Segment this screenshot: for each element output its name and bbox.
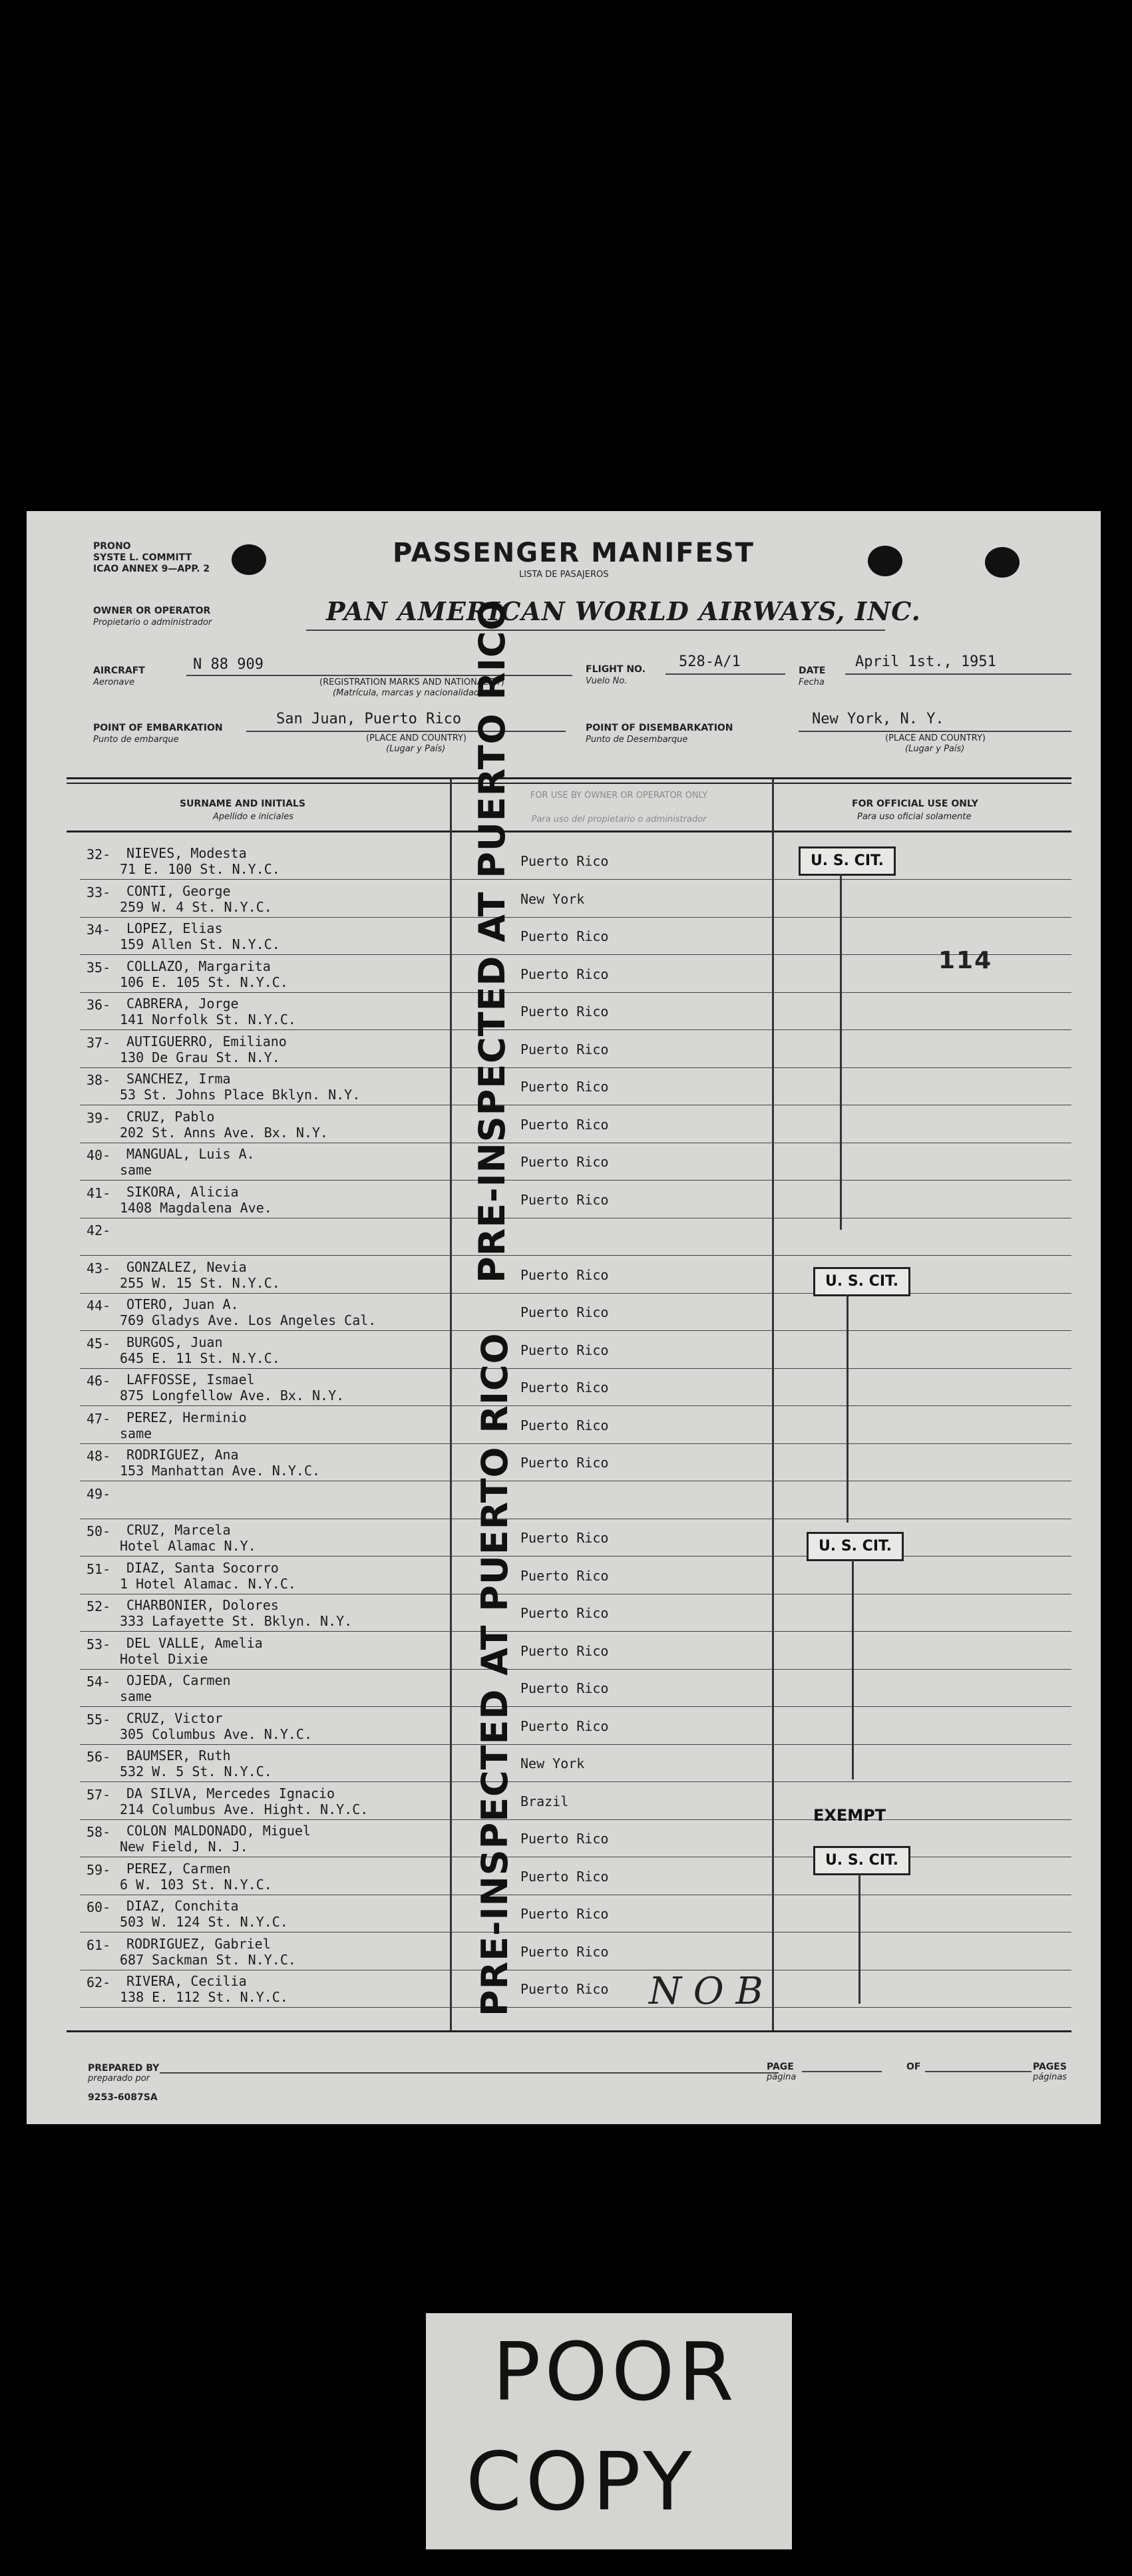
passenger-row (27, 1294, 1101, 1332)
embark-origin: Puerto Rico (520, 1380, 609, 1395)
passenger-name: NIEVES, Modesta (126, 845, 247, 861)
aircraft-note-es: (Matrícula, marcas y nacionalidad) (333, 688, 483, 698)
passenger-row (27, 880, 1101, 918)
passenger-name: CRUZ, Pablo (126, 1109, 215, 1125)
embark-origin: Puerto Rico (520, 853, 609, 869)
page-subtitle: LISTA DE PASAJEROS (519, 570, 609, 580)
col-head-surname: SURNAME AND INITIALS (180, 799, 305, 809)
passenger-address: 159 Allen St. N.Y.C. (120, 936, 280, 952)
embark-origin: Puerto Rico (520, 1079, 609, 1095)
disembark-place-note-es: (Lugar y País) (905, 744, 965, 754)
passenger-name: CABRERA, Jorge (126, 996, 239, 1012)
col-head-surname-es: Apellido e iniciales (213, 812, 294, 822)
passenger-name: SIKORA, Alicia (126, 1184, 239, 1200)
passenger-name: OJEDA, Carmen (126, 1672, 231, 1688)
row-number: 61- (87, 1937, 111, 1953)
row-number: 48- (87, 1448, 111, 1464)
row-number: 36- (87, 997, 111, 1013)
owner-value: PAN AMERICAN WORLD AIRWAYS, INC. (326, 596, 921, 626)
row-number: 54- (87, 1674, 111, 1690)
embark-origin: Puerto Rico (520, 1117, 609, 1133)
us-cit-stamp-4: U. S. CIT. (813, 1846, 910, 1875)
prepared-by-label-es: preparado por (88, 2074, 150, 2084)
embark-origin: Puerto Rico (520, 1605, 609, 1621)
manifest-sheet (27, 511, 1101, 2124)
passenger-name: OTERO, Juan A. (126, 1296, 239, 1312)
embark-origin: Puerto Rico (520, 1680, 609, 1696)
passenger-name: BURGOS, Juan (126, 1334, 223, 1350)
embark-origin: Puerto Rico (520, 1906, 609, 1922)
passenger-address: 503 W. 124 St. N.Y.C. (120, 1914, 288, 1930)
row-rule (80, 1180, 1071, 1181)
passenger-address: 769 Gladys Ave. Los Angeles Cal. (120, 1312, 377, 1328)
passenger-row (27, 1745, 1101, 1783)
row-number: 52- (87, 1598, 111, 1614)
poor-copy-line-2: COPY (466, 2436, 696, 2529)
embark-origin: New York (520, 1755, 585, 1771)
passenger-row (27, 1594, 1101, 1632)
passenger-row (27, 1895, 1101, 1933)
passenger-name: SANCHEZ, Irma (126, 1071, 231, 1087)
passenger-name: CRUZ, Victor (126, 1710, 223, 1726)
embark-origin: Puerto Rico (520, 1041, 609, 1057)
passenger-address: Hotel Alamac N.Y. (120, 1538, 256, 1554)
row-number: 44- (87, 1298, 111, 1314)
embark-place-note: (PLACE AND COUNTRY) (366, 733, 467, 743)
row-rule (80, 1255, 1071, 1256)
punch-hole-right-1 (868, 546, 902, 576)
row-number: 39- (87, 1110, 111, 1126)
row-rule (80, 1781, 1071, 1782)
embark-origin: Brazil (520, 1793, 569, 1809)
row-number: 57- (87, 1787, 111, 1803)
passenger-address: 875 Longfellow Ave. Bx. N.Y. (120, 1387, 345, 1403)
row-number: 43- (87, 1260, 111, 1276)
owner-label: OWNER OR OPERATOR (93, 606, 211, 616)
embark-label: POINT OF EMBARKATION (93, 723, 223, 733)
page-label: PAGE (767, 2062, 794, 2072)
of-label: OF (906, 2062, 921, 2072)
disembark-value: New York, N. Y. (812, 711, 944, 727)
embark-origin: Puerto Rico (520, 928, 609, 944)
passenger-name: LAFFOSSE, Ismael (126, 1372, 255, 1387)
pages-label: PAGES (1033, 2062, 1067, 2072)
embark-origin: Puerto Rico (520, 1643, 609, 1659)
poor-copy-line-1: POOR (492, 2326, 738, 2419)
passenger-address: 645 E. 11 St. N.Y.C. (120, 1350, 280, 1366)
passenger-address: New Field, N. J. (120, 1839, 248, 1855)
passenger-name: CRUZ, Marcela (126, 1522, 231, 1538)
passenger-address: 214 Columbus Ave. Hight. N.Y.C. (120, 1801, 369, 1817)
passenger-count-stamp: 114 (938, 947, 993, 974)
row-number: 56- (87, 1749, 111, 1765)
passenger-row (27, 1708, 1101, 1746)
passenger-address: 138 E. 112 St. N.Y.C. (120, 1989, 288, 2005)
row-rule (80, 1631, 1071, 1632)
col-head-owner-use: FOR USE BY OWNER OR OPERATOR ONLY (530, 791, 708, 801)
row-number: 45- (87, 1336, 111, 1352)
embark-origin: Puerto Rico (520, 1267, 609, 1283)
col-head-owner-use-es: Para uso del propietario o administrador (531, 815, 707, 825)
passenger-row (27, 993, 1101, 1031)
row-number: 35- (87, 960, 111, 976)
passenger-row (27, 1143, 1101, 1181)
passenger-address: same (120, 1162, 152, 1178)
passenger-row (27, 1181, 1101, 1219)
passenger-address: 71 E. 100 St. N.Y.C. (120, 861, 280, 877)
form-ref-line-3: ICAO ANNEX 9—APP. 2 (93, 564, 210, 574)
row-number: 50- (87, 1523, 111, 1539)
embark-label-es: Punto de embarque (93, 735, 179, 745)
passenger-row (27, 1632, 1101, 1670)
passenger-row (27, 1369, 1101, 1407)
embark-value: San Juan, Puerto Rico (276, 711, 462, 727)
passenger-address: same (120, 1425, 152, 1441)
passenger-address: 6 W. 103 St. N.Y.C. (120, 1877, 272, 1893)
embark-place-note-es: (Lugar y País) (386, 744, 446, 754)
passenger-row (27, 1218, 1101, 1256)
row-number: 34- (87, 922, 111, 938)
prepared-by-label: PREPARED BY (88, 2063, 160, 2074)
flight-label-es: Vuelo No. (586, 676, 628, 686)
row-number: 46- (87, 1373, 111, 1389)
passenger-name: LOPEZ, Elias (126, 920, 223, 936)
passenger-row (27, 1332, 1101, 1370)
row-rule (80, 1029, 1071, 1030)
row-number: 49- (87, 1486, 111, 1502)
passenger-row (27, 1444, 1101, 1482)
passenger-name: GONZALEZ, Nevia (126, 1259, 247, 1275)
embark-origin: Puerto Rico (520, 1981, 609, 1997)
aircraft-value: N 88 909 (193, 656, 264, 673)
passenger-name: BAUMSER, Ruth (126, 1748, 231, 1763)
passenger-name: DIAZ, Santa Socorro (126, 1560, 279, 1576)
embark-origin: Puerto Rico (520, 1530, 609, 1546)
row-number: 53- (87, 1636, 111, 1652)
passenger-row (27, 1519, 1101, 1557)
passenger-name: PEREZ, Herminio (126, 1409, 247, 1425)
pre-inspected-stamp-bottom: PRE-INSPECTED AT PUERTO RICO (474, 1332, 516, 2016)
passenger-name: RODRIGUEZ, Gabriel (126, 1936, 271, 1952)
passenger-name: PEREZ, Carmen (126, 1861, 231, 1877)
embark-origin: Puerto Rico (520, 1944, 609, 1960)
aircraft-note: (REGISTRATION MARKS AND NATIONALITY) (319, 677, 504, 687)
passenger-row (27, 1031, 1101, 1069)
row-number: 47- (87, 1411, 111, 1427)
passenger-row (27, 1670, 1101, 1708)
pages-label-es: páginas (1033, 2072, 1067, 2082)
row-number: 38- (87, 1072, 111, 1088)
punch-hole-left (232, 544, 266, 575)
row-rule (80, 954, 1071, 955)
passenger-address: 1408 Magdalena Ave. (120, 1200, 272, 1216)
row-rule (80, 1556, 1071, 1557)
passenger-row (27, 1106, 1101, 1144)
passenger-row (27, 1256, 1101, 1294)
embark-origin: Puerto Rico (520, 1304, 609, 1320)
col-head-official-es: Para uso oficial solamente (857, 812, 972, 822)
passenger-address: 106 E. 105 St. N.Y.C. (120, 974, 288, 990)
date-value: April 1st., 1951 (855, 653, 996, 670)
passenger-row (27, 1820, 1101, 1858)
passenger-address: 333 Lafayette St. Bklyn. N.Y. (120, 1613, 353, 1629)
row-number: 62- (87, 1974, 111, 1990)
embark-origin: Puerto Rico (520, 1004, 609, 1019)
row-number: 55- (87, 1712, 111, 1728)
passenger-address: 130 De Grau St. N.Y. (120, 1049, 280, 1065)
passenger-name: DIAZ, Conchita (126, 1898, 239, 1914)
row-rule (80, 1706, 1071, 1707)
punch-hole-right-2 (985, 547, 1020, 578)
embark-origin: Puerto Rico (520, 966, 609, 982)
row-rule (80, 879, 1071, 880)
passenger-address: 202 St. Anns Ave. Bx. N.Y. (120, 1125, 329, 1141)
passenger-name: CONTI, George (126, 883, 231, 899)
passenger-name: MANGUAL, Luis A. (126, 1146, 255, 1162)
row-number: 33- (87, 884, 111, 900)
passenger-row (27, 1933, 1101, 1971)
passenger-name: DA SILVA, Mercedes Ignacio (126, 1785, 335, 1801)
aircraft-label-es: Aeronave (93, 677, 135, 687)
passenger-name: AUTIGUERRO, Emiliano (126, 1033, 287, 1049)
row-number: 32- (87, 846, 111, 862)
passenger-address: 532 W. 5 St. N.Y.C. (120, 1763, 272, 1779)
passenger-name: RODRIGUEZ, Ana (126, 1447, 239, 1463)
passenger-address: 141 Norfolk St. N.Y.C. (120, 1012, 296, 1027)
passenger-row (27, 1970, 1101, 2008)
passenger-address: 1 Hotel Alamac. N.Y.C. (120, 1576, 296, 1592)
embark-origin: Puerto Rico (520, 1154, 609, 1170)
disembark-label: POINT OF DISEMBARKATION (586, 723, 733, 733)
passenger-address: 305 Columbus Ave. N.Y.C. (120, 1726, 312, 1742)
page-title: PASSENGER MANIFEST (393, 538, 755, 568)
passenger-name: COLON MALDONADO, Miguel (126, 1823, 311, 1839)
us-cit-stamp-3: U. S. CIT. (807, 1532, 904, 1561)
row-number: 51- (87, 1561, 111, 1577)
passenger-row (27, 1557, 1101, 1595)
row-number: 40- (87, 1147, 111, 1163)
embark-origin: Puerto Rico (520, 1455, 609, 1471)
row-number: 58- (87, 1824, 111, 1840)
passenger-name: RIVERA, Cecilia (126, 1973, 247, 1989)
row-number: 59- (87, 1862, 111, 1878)
passenger-address: 255 W. 15 St. N.Y.C. (120, 1275, 280, 1291)
passenger-address: 687 Sackman St. N.Y.C. (120, 1952, 296, 1968)
row-rule (80, 2007, 1071, 2008)
form-ref-line-2: SYSTE L. COMMITT (93, 552, 192, 563)
embark-origin: Puerto Rico (520, 1718, 609, 1734)
flight-label: FLIGHT NO. (586, 664, 646, 675)
passenger-row (27, 1783, 1101, 1821)
form-number: 9253-6087SA (88, 2092, 158, 2103)
passenger-address: 153 Manhattan Ave. N.Y.C. (120, 1463, 321, 1479)
passenger-address: 53 St. Johns Place Bklyn. N.Y. (120, 1087, 361, 1103)
date-label: DATE (799, 665, 826, 676)
aircraft-label: AIRCRAFT (93, 665, 145, 676)
passenger-row (27, 1068, 1101, 1106)
disembark-place-note: (PLACE AND COUNTRY) (885, 733, 986, 743)
passenger-row (27, 1407, 1101, 1445)
passenger-row (27, 842, 1101, 880)
form-ref-line-1: PRONO (93, 541, 131, 552)
passenger-name: DEL VALLE, Amelia (126, 1635, 263, 1651)
passenger-address: same (120, 1688, 152, 1704)
us-cit-stamp-2: U. S. CIT. (813, 1267, 910, 1296)
row-rule (80, 1330, 1071, 1331)
embark-origin: Puerto Rico (520, 1831, 609, 1847)
passenger-name: COLLAZO, Margarita (126, 958, 271, 974)
owner-label-es: Propietario o administrador (93, 618, 212, 628)
passenger-name: CHARBONIER, Dolores (126, 1597, 279, 1613)
embark-origin: Puerto Rico (520, 1568, 609, 1584)
poor-copy-card (426, 2313, 792, 2549)
row-number: 37- (87, 1035, 111, 1051)
embark-origin: Puerto Rico (520, 1417, 609, 1433)
us-cit-stamp-1: U. S. CIT. (799, 846, 896, 876)
exempt-stamp: EXEMPT (813, 1806, 886, 1825)
disembark-label-es: Punto de Desembarque (586, 735, 688, 745)
passenger-address: Hotel Dixie (120, 1651, 208, 1667)
embark-origin: Puerto Rico (520, 1869, 609, 1885)
passenger-address: 259 W. 4 St. N.Y.C. (120, 899, 272, 915)
page-label-es: página (767, 2072, 797, 2082)
pre-inspected-stamp-top: PRE-INSPECTED AT PUERTO RICO (471, 599, 513, 1283)
embark-origin: Puerto Rico (520, 1342, 609, 1358)
flight-value: 528-A/1 (679, 653, 741, 670)
embark-origin: New York (520, 891, 585, 907)
row-number: 60- (87, 1899, 111, 1915)
passenger-row (27, 1858, 1101, 1896)
col-head-official: FOR OFFICIAL USE ONLY (852, 799, 978, 809)
passenger-row (27, 1482, 1101, 1520)
date-label-es: Fecha (799, 677, 825, 687)
row-number: 42- (87, 1222, 111, 1238)
row-rule (80, 1405, 1071, 1406)
row-number: 41- (87, 1185, 111, 1201)
handwritten-nob: N O B (649, 1970, 763, 2013)
embark-origin: Puerto Rico (520, 1192, 609, 1208)
